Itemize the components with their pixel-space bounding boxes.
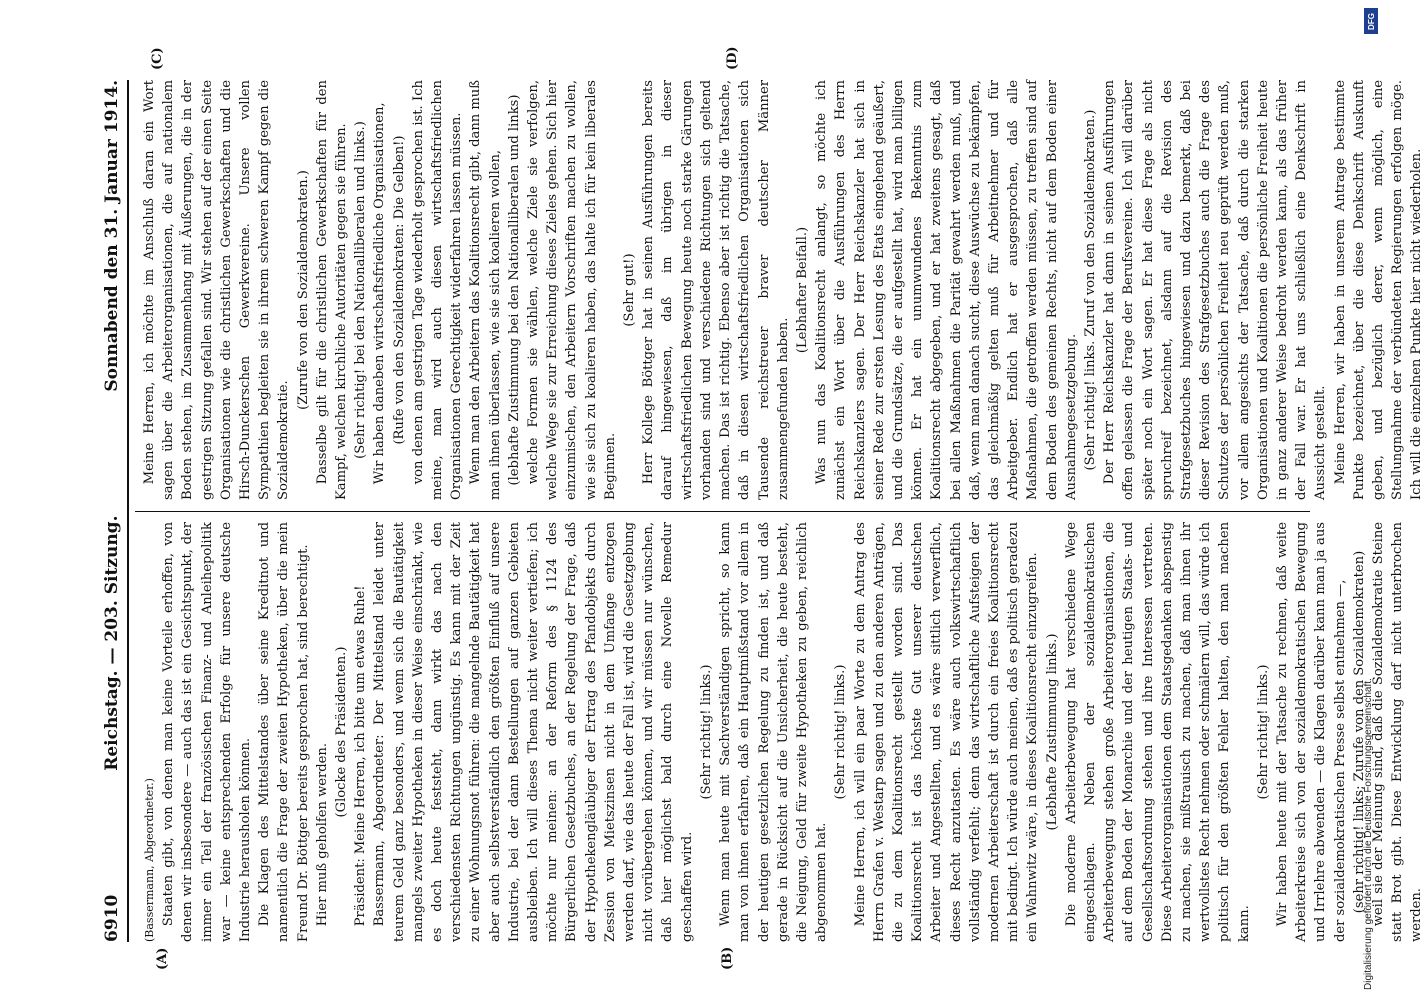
- paragraph: (Sehr gut!): [622, 253, 638, 327]
- paragraph: welche Formen sie wählen, welche Ziele sie verfolgen, welche Wege sie zur Erreichung dieses Zieles gehen. Sich hier einzumischen, den Arbeitern Vorschriften machen zu wollen, wie sie sich zu koalieren haben, das halte ich für kein liberales Beginnen.: [526, 80, 618, 500]
- paragraph: Bassermann, Abgeordneter: Der Mittelstand leidet unter teurem Geld ganz besonders, und wenn sich die Bautätigkeit mangels zweiter Hypotheken in dieser Weise einschränkt, wie es doch heute feststeht, dann wirkt das nach den verschiedensten Richtungen ungünstig. Es kann mit der Zeit zu einer Wohnungsnot führen: die mangelnde Bautätigkeit hat aber auch selbstverständlich den größten Einfluß auf unsere Industrie, bei der dann Bestellungen auf ganzen Gebieten ausbleiben. Ich will dieses Thema nicht weiter vertiefen; ich möchte nur meinen: an der Reform des § 1124 des Bürgerlichen Gesetzbuches, an der Regelung der Frage, daß der Hypothekengläubiger der Ertrag des Pfandobjekts durch Zession von Mietszinsen nicht in dem Umfange entzogen werden darf, wie das heute der Fall ist, wird die Gesetzgebung nicht vorübergehen können, und wir müssen nur wünschen, daß hier möglichst bald durch eine Novelle Remedur geschaffen wird.: [372, 522, 695, 942]
- paragraph: von denen am gestrigen Tage wiederholt gesprochen ist. Ich meine, man wird auch diesen wirtschaftsfriedlichen Organisationen Gerechtigkeit widerfahren lassen müssen.: [410, 80, 465, 500]
- paragraph: Die Klagen des Mittelstandes über seine Kreditnot und namentlich die Frage der zweiten Hypotheken, über die mein Freund Dr. Böttger bereits gesprochen hat, sind berechtigt.: [257, 522, 311, 942]
- paragraph: (lebhafte Zustimmung bei den Nationalliberalen und links): [506, 94, 522, 486]
- paragraph: Meine Herren, wir haben in unserem Antrage bestimmte Punkte bezeichnet, über die diese Denkschrift Auskunft geben, und bezüglich derer, wenn möglich, eine Stellungnahme der verbündeten Regierungen erfolgen möge. Ich will die einzelnen Punkte hier nicht wiederholen.: [1332, 80, 1425, 500]
- left-paragraphs: [159, 522, 1426, 942]
- paragraph: Hier muß geholfen werden.: [314, 742, 330, 927]
- paragraph: Präsident: Meine Herren, ich bitte um etwas Ruhe!: [353, 585, 369, 927]
- paragraph: Wir haben heute mit der Tatsache zu rechnen, daß weite Arbeiterkreise sich von der sozialdemokratischen Bewegung und Irrlehre abwenden — die Klagen darüber kann man ja aus der sozialdemokratischen Presse selbst entnehmen —,: [1274, 522, 1348, 942]
- paragraph: Die moderne Arbeiterbewegung hat verschiedene Wege eingeschlagen. Neben der sozialdemokratischen Arbeiterbewegung stehen große Arbeiterorganisationen, die auf dem Boden der Monarchie und der heutigen Staats- und Gesellschaftsordnung stehen und ihre Interessen vertreten. Diese Arbeiterorganisationen dem Staatsgedanken abspenstig zu machen, sie mißtrauisch zu machen, daß man ihnen ihr wertvollstes Recht nehmen oder schmälern will, das würde ich politisch für den größten Fehler halten, den man machen kann.: [1063, 522, 1252, 942]
- marker-a: (A): [155, 947, 170, 970]
- dfg-logo: DFG: [1364, 8, 1378, 34]
- paragraph: Wenn man heute mit Sachverständigen spricht, so kann man von ihnen erfahren, daß ein Hauptmißstand vor allem in der heutigen gesetzlichen Regelung zu finden ist, und daß gerade in Rücksicht auf die Unsicherheit, die heute besteht, die Neigung, Geld für zweite Hypotheken zu geben, reichlich abgenommen hat.: [718, 522, 830, 942]
- paragraph: Wir haben daneben wirtschaftsfriedliche Organisationen,: [372, 102, 388, 485]
- paragraph: (Glocke des Präsidenten.): [334, 646, 350, 818]
- paragraph: Meine Herren, ich will ein paar Worte zu dem Antrag des Herrn Grafen v. Westarp sagen und zu den anderen Anträgen, die zu dem Koalitionsrecht gestellt worden sind. Das Koalitionsrecht ist das höchste Gut unserer deutschen Arbeiter und Angestellten, und es wäre sittlich verwerflich, dieses Recht anzutasten. Es wäre auch volkswirtschaftlich vollständig verfehlt; denn das wirtschaftliche Aufsteigen der modernen Arbeiterschaft ist durch ein freies Koalitionsrecht mit bedingt. Ich würde auch meinen, daß es politisch geradezu ein Wahnwitz wäre, in dieses Koalitionsrecht einzugreifen.: [852, 521, 1041, 942]
- paragraph: (Sehr richtig! bei den Nationalliberalen und links.): [353, 121, 369, 459]
- column-separator: [135, 511, 1310, 512]
- paragraph: Meine Herren, ich möchte im Anschluß daran ein Wort sagen über die Arbeiterorganisationen, die auf nationalem Boden stehen, im Zusammenhang mit Äußerungen, die in der gestrigen Sitzung gefallen sind. Wir stehen auf der einen Seite Organisationen wie die christlichen Gewerkschaften und die Hirsch-Dunckerschen Gewerkvereine. Unsere vollen Sympathien begleiten sie in ihrem schweren Kampf gegen die Sozialdemokratie.: [142, 80, 292, 500]
- paragraph: Wenn man den Arbeitern das Koalitionsrecht gibt, dann muß man ihnen überlassen, wie sie sich koalieren wollen,: [468, 80, 503, 500]
- page-number: 6910: [102, 894, 122, 942]
- digitization-credit: Digitalisierung gefördert durch die Deutsche Forschungsgemeinschaft.: [1363, 678, 1374, 990]
- paragraph: (Sehr richtig! links.): [698, 664, 714, 800]
- right-paragraphs: [140, 80, 1427, 500]
- paragraph: (Sehr richtig! links. Zuruf von den Sozialdemokraten.): [1082, 109, 1098, 471]
- header-center: Reichstag. — 203. Sitzung.: [102, 515, 122, 771]
- paragraph: (Zurufe von den Sozialdemokraten.): [295, 170, 311, 410]
- header-date: Sonnabend den 31. Januar 1914.: [102, 80, 122, 392]
- marker-b: (B): [720, 946, 735, 970]
- paragraph: Der Herr Reichskanzler hat dann in seinen Ausführungen offen gelassen die Frage der Berufsvereine. Ich will darüber später noch ein Wort sagen. Er hat diese Frage als nicht spruchreif bezeichnet, alsdann auf die Revision des Strafgesetzbuches hingewiesen und dazu bemerkt, daß bei dieser Revision des Strafgesetzbuches auch die Frage des Schutzes der persönlichen Freiheit neu geprüft werden muß, vor allem angesichts der Tatsache, daß durch die starken Organisationen und Koalitionen die persönliche Freiheit heute in ganz anderer Weise bedroht werden kann, als das früher der Fall war. Er hat uns schließlich eine Denkschrift in Aussicht gestellt.: [1102, 80, 1329, 500]
- paragraph: Was nun das Koalitionsrecht anlangt, so möchte ich zunächst ein Wort über die Ausführungen des Herrn Reichskanzlers sagen. Der Herr Reichskanzler hat sich in seiner Rede zur ersten Lesung des Etats eingehend geäußert, und die Grundsätze, die er aufgestellt hat, wird man billigen können. Er hat ein unumwundenes Bekenntnis zum Koalitionsrecht abgegeben, und er hat zweitens gesagt, daß bei allen Maßnahmen die Parität gewahrt werden muß, und daß, wenn man danach sucht, diese Auswüchse zu bekämpfen, das gleichmäßig gelten muß für Arbeitnehmer und für Arbeitgeber. Endlich hat er ausgesprochen, daß alle Maßnahmen, die getroffen werden müssen, zu treffen sind auf dem Boden des gemeinen Rechts, nicht auf dem Boden einer Ausnahmegesetzgebung.: [814, 80, 1079, 500]
- paragraph: (Sehr richtig! links.): [1255, 664, 1271, 800]
- marker-d: (D): [725, 46, 740, 70]
- running-speaker: (Bassermann, Abgeordneter.): [143, 778, 156, 942]
- paragraph: Herr Kollege Böttger hat in seinen Ausführungen bereits darauf hingewiesen, daß im übrigen in dieser wirtschaftsfriedlichen Bewegung heute noch starke Gärungen vorhanden sind und verschiedene Richtungen sich geltend machen. Das ist richtig. Ebenso aber ist richtig die Tatsache, daß in diesen wirtschaftsfriedlichen Organisationen sich Tausende reichstreuer braver deutscher Männer zusammengefunden haben.: [641, 80, 791, 500]
- paragraph: (Sehr richtig! links.): [833, 664, 849, 800]
- paragraph: (Lebhafter Beifall.): [794, 226, 810, 354]
- paragraph: Dasselbe gilt für die christlichen Gewerkschaften für den Kampf, welchen kirchliche Autoritäten gegen sie führen.: [314, 80, 350, 500]
- paragraph: Staaten gibt, von denen man keine Vorteile erhoffen, von denen wir insbesondere — auch das ist ein Gesichtspunkt, der immer ein Teil der französischen Finanz- und Anleihepolitik war — keine entsprechenden Erfolge für unsere deutsche Industrie herausholen können.: [161, 522, 254, 942]
- paragraph: weil sie der Meinung sind, daß die Sozialdemokratie Steine statt Brot gibt. Diese Entwicklung darf nicht unterbrochen werden.: [1371, 522, 1425, 942]
- page-header: [102, 80, 122, 942]
- right-column: [140, 80, 1425, 500]
- paragraph: (Lebhafte Zustimmung links.): [1044, 633, 1060, 831]
- paragraph: (Rufe von den Sozialdemokraten: Die Gelben!): [391, 135, 407, 445]
- marker-c: (C): [150, 47, 165, 70]
- header-rule: [127, 80, 129, 942]
- paragraph: (sehr richtig! links; Zurufe von den Sozialdemokraten): [1351, 550, 1367, 914]
